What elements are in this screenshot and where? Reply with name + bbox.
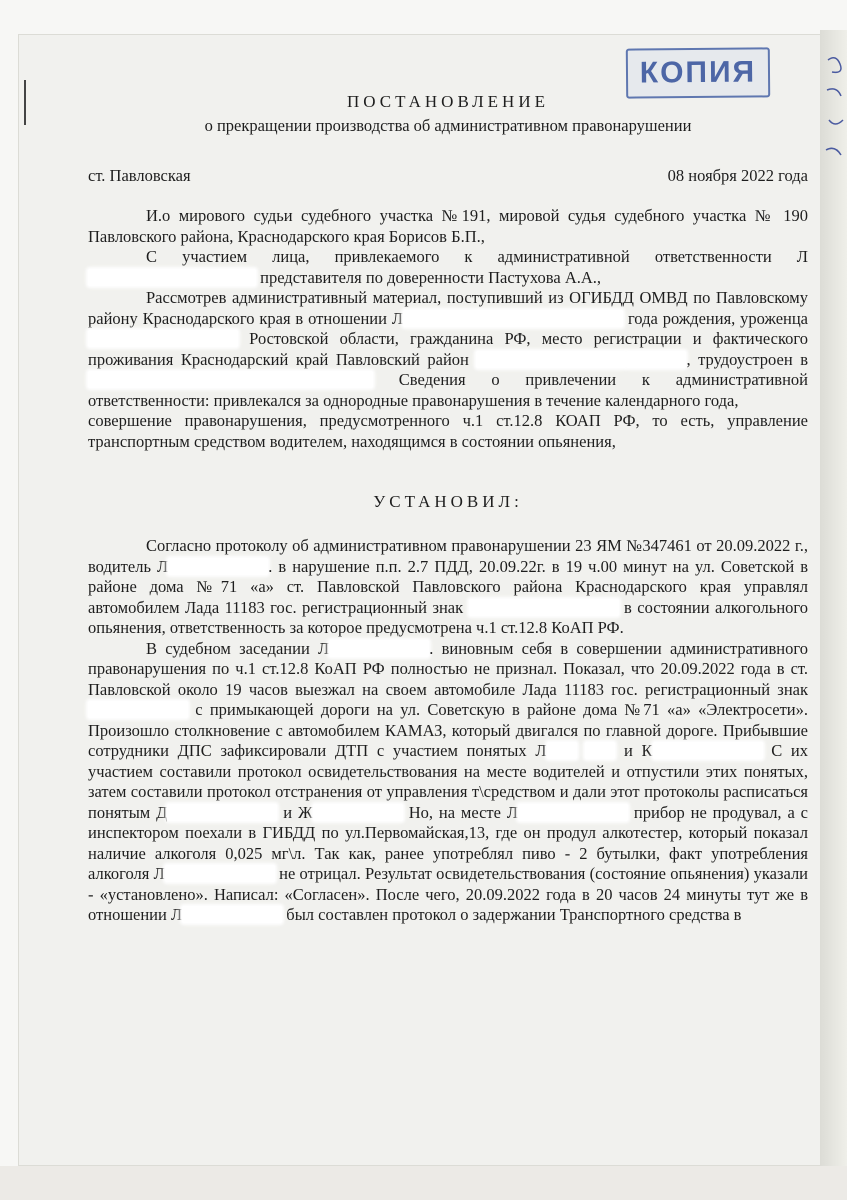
redaction	[518, 804, 628, 821]
section-heading: УСТАНОВИЛ:	[373, 492, 523, 511]
participants-paragraph: С участием лица, привлекаемого к административной ответственности Л представителя по доверенности Пастухова А.А.,	[88, 247, 808, 288]
redaction	[88, 371, 373, 388]
document-title: ПОСТАНОВЛЕНИЕ	[346, 92, 549, 111]
redaction	[476, 351, 626, 368]
redaction	[329, 640, 429, 657]
page-bottom-edge	[0, 1166, 847, 1200]
redaction	[167, 804, 277, 821]
redaction	[469, 599, 619, 616]
place: ст. Павловская	[88, 166, 191, 185]
date: 08 ноября 2022 года	[667, 166, 808, 185]
redaction	[168, 558, 268, 575]
material-paragraph: Рассмотрев административный материал, поступивший из ОГИБДД ОМВД по Павловскому району Краснодарского края в отношении Л года рождения, уроженца Ростовской области, гражданина РФ, место регистрации и фактического проживания Краснодарский край Павловский район , трудоустроен в Сведения о привлечении к административной ответственности: привлекался за однородные правонарушения в течение календарного года,	[88, 288, 809, 410]
redaction	[403, 310, 623, 327]
redaction	[88, 269, 256, 286]
place-date-row	[88, 166, 808, 186]
offense-paragraph: совершение правонарушения, предусмотренного ч.1 ст.12.8 КОАП РФ, то есть, управление транспортным средством водителем, находящимся в состоянии опьянения,	[88, 411, 808, 451]
redaction	[182, 906, 282, 923]
redaction	[165, 865, 275, 882]
redaction	[585, 742, 615, 759]
document-subtitle: о прекращении производства об административном правонарушении	[204, 116, 692, 135]
redaction	[88, 330, 238, 347]
document-content	[88, 92, 808, 926]
redaction	[88, 701, 188, 718]
testimony-paragraph: В судебном заседании Л . виновным себя в совершении административного правонарушения по ч.1 ст.12.8 КоАП РФ полностью не признал. Показал, что 20.09.2022 года в ст. Павловской около 19 часов выезжал на своем автомобиле Лада 11183 гос. регистрационный знак с примыкающей дороги на ул. Советскую в районе дома №71 «а» «Электросети». Произошло столкновение с автомобилем КАМАЗ, который двигался по главной дороге. Прибывшие сотрудники ДПС зафиксировали ДТП с участием понятых Л и К С их участием составили протокол освидетельствования на месте водителей и отпустили этих понятых, затем составили протокол отстранения от управления т\средством и дали этот протоколы расписаться понятым Д и Ж Но, на месте Л прибор не продувал, а с инспектором поехали в ГИБДД по ул.Первомайская,13, где он продул алкотестер, который показал наличие алкоголя 0,025 мг\л. Так как, ранее употреблял пиво - 2 бутылки, факт употребления алкоголя Л не отрицал. Результат освидетельствования (состояние опьянения) указали - «установлено». Написал: «Согласен». После чего, 20.09.2022 года в 20 часов 24 минуты тут же в отношении Л был составлен протокол о задержании Транспортного средства в	[88, 638, 809, 924]
redaction	[313, 804, 403, 821]
redaction	[626, 351, 686, 368]
redaction	[653, 742, 763, 759]
copy-stamp: КОПИЯ	[626, 47, 770, 98]
underlying-page-edge	[820, 30, 847, 1180]
redaction	[547, 742, 577, 759]
margin-mark	[24, 80, 26, 125]
protocol-paragraph: Согласно протоколу об административном правонарушении 23 ЯМ №347461 от 20.09.2022 г., водитель Л . в нарушение п.п. 2.7 ПДД, 20.09.22г. в 19 ч.00 минут на ул. Советской в районе дома №71 «а» ст. Павловской Павловского района Краснодарского края управлял автомобилем Лада 11183 гос. регистрационный знак в состоянии алкогольного опьянения, ответственность за которое предусмотрена ч.1 ст.12.8 КоАП РФ.	[88, 536, 809, 637]
judge-paragraph: И.о мирового судьи судебного участка №191, мировой судья судебного участка № 190 Павловского района, Краснодарского края Борисов Б.П.,	[88, 206, 808, 246]
handwriting-scribble-icon	[824, 50, 846, 180]
